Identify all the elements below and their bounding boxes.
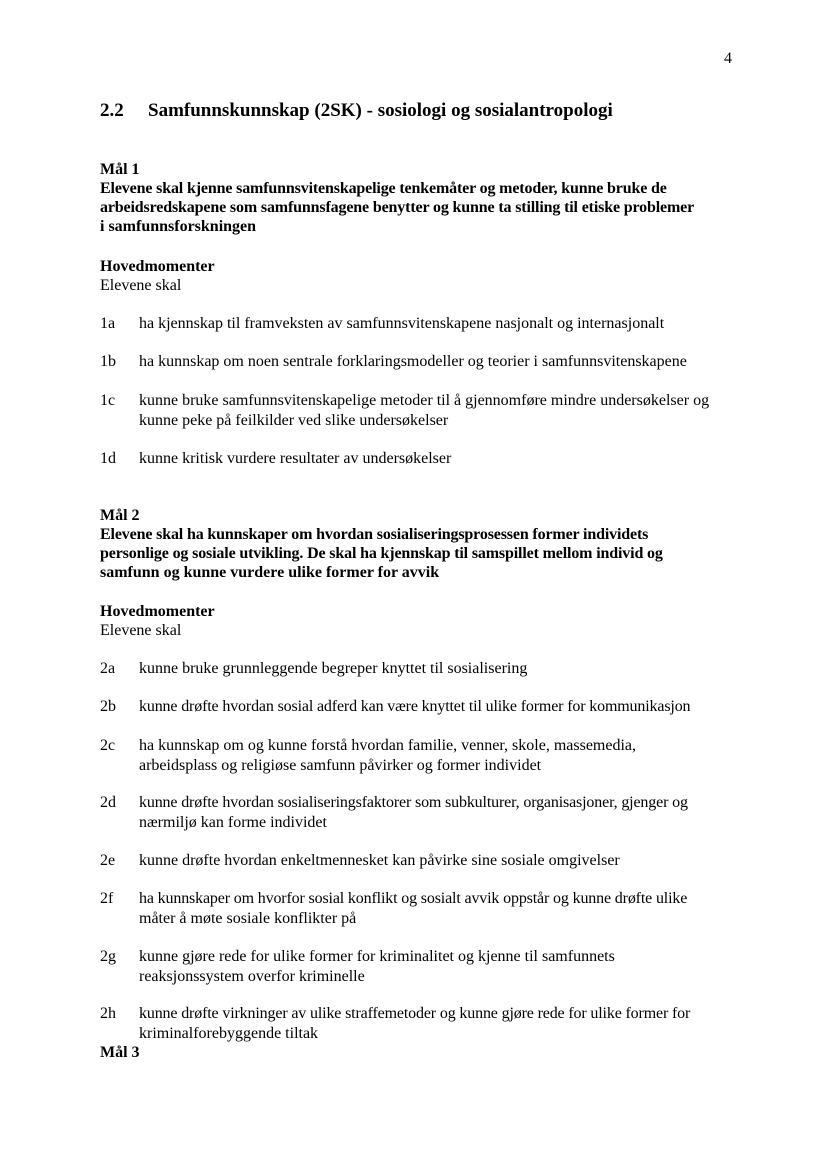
item-text: måter å møte sosiale konflikter på <box>139 909 357 927</box>
item-text: kunne gjøre rede for ulike former for kriminalitet og kjenne til samfunnets <box>139 948 615 965</box>
goal2-description-line: Elevene skal ha kunnskaper om hvordan sosialiseringsprosessen former individets <box>100 526 649 543</box>
item-code: 2e <box>100 852 116 869</box>
item-text: kunne drøfte hvordan enkeltmennesket kan påvirke sine sosiale omgivelser <box>139 852 620 869</box>
main-points-intro: Elevene skal <box>100 277 182 294</box>
item-text: reaksjonssystem overfor kriminelle <box>139 967 365 985</box>
item-code: 1d <box>100 450 116 467</box>
item-code: 1c <box>100 392 116 409</box>
main-points-intro: Elevene skal <box>100 622 182 639</box>
item-code: 2c <box>100 737 116 754</box>
item-code: 2b <box>100 698 116 715</box>
item-code: 1b <box>100 353 116 370</box>
item-text: kunne drøfte hvordan sosialiseringsfaktorer som subkulturer, organisasjoner, gjenger og <box>139 794 688 811</box>
item-code: 2g <box>100 948 116 965</box>
main-points-heading: Hovedmomenter <box>100 603 215 620</box>
goal1-main-points <box>100 257 750 295</box>
goal2-description-line: samfunn og kunne vurdere ulike former for avvik <box>100 564 440 581</box>
item-text: arbeidsplass og religiøse samfunn påvirker og former individet <box>139 756 542 774</box>
item-text: ha kjennskap til framveksten av samfunnsvitenskapene nasjonalt og internasjonalt <box>139 315 665 332</box>
item-code: 2h <box>100 1005 116 1022</box>
section-title: Samfunnskunnskap (2SK) - sosiologi og sosialantropologi <box>148 100 613 121</box>
item-text: ha kunnskap om noen sentrale forklaringsmodeller og teorier i samfunnsvitenskapene <box>139 353 687 370</box>
section-number: 2.2 <box>100 100 124 121</box>
section-heading <box>100 100 613 122</box>
item-text: kunne drøfte hvordan sosial adferd kan være knyttet til ulike former for kommunikasjon <box>139 698 691 715</box>
item-code: 1a <box>100 315 116 332</box>
goal1-description-line: arbeidsredskapene som samfunnsfagene benytter og kunne ta stilling til etiske problemer <box>100 199 695 216</box>
goal1-label: Mål 1 <box>100 161 140 178</box>
goal3-label: Mål 3 <box>100 1044 140 1061</box>
goal2-block <box>100 506 750 582</box>
goal1-block <box>100 160 750 236</box>
goal1-description-line: i samfunnsforskningen <box>100 218 257 235</box>
item-code: 2d <box>100 794 116 811</box>
item-text: kunne kritisk vurdere resultater av undersøkelser <box>139 450 452 467</box>
item-text: kunne bruke samfunnsvitenskapelige metoder til å gjennomføre mindre undersøkelser og <box>139 392 710 409</box>
main-points-heading: Hovedmomenter <box>100 258 215 275</box>
item-code: 2f <box>100 890 114 907</box>
goal2-main-points <box>100 602 750 640</box>
item-code: 2a <box>100 660 116 677</box>
item-text: nærmiljø kan forme individet <box>139 813 327 831</box>
item-text: ha kunnskaper om hvorfor sosial konflikt og sosialt avvik oppstår og kunne drøfte ulike <box>139 890 688 907</box>
item-text: kriminalforebyggende tiltak <box>139 1024 319 1042</box>
goal2-label: Mål 2 <box>100 507 140 524</box>
item-text: kunne peke på feilkilder ved slike undersøkelser <box>139 411 449 429</box>
item-text: kunne bruke grunnleggende begreper knyttet til sosialisering <box>139 660 528 677</box>
item-text: kunne drøfte virkninger av ulike straffemetoder og kunne gjøre rede for ulike former for <box>139 1005 691 1022</box>
goal2-description-line: personlige og sosiale utvikling. De skal ha kjennskap til samspillet mellom individ og <box>100 545 663 562</box>
goal1-description-line: Elevene skal kjenne samfunnsvitenskapelige tenkemåter og metoder, kunne bruke de <box>100 180 667 197</box>
page-number: 4 <box>724 50 732 67</box>
item-text: ha kunnskap om og kunne forstå hvordan familie, venner, skole, massemedia, <box>139 737 637 754</box>
